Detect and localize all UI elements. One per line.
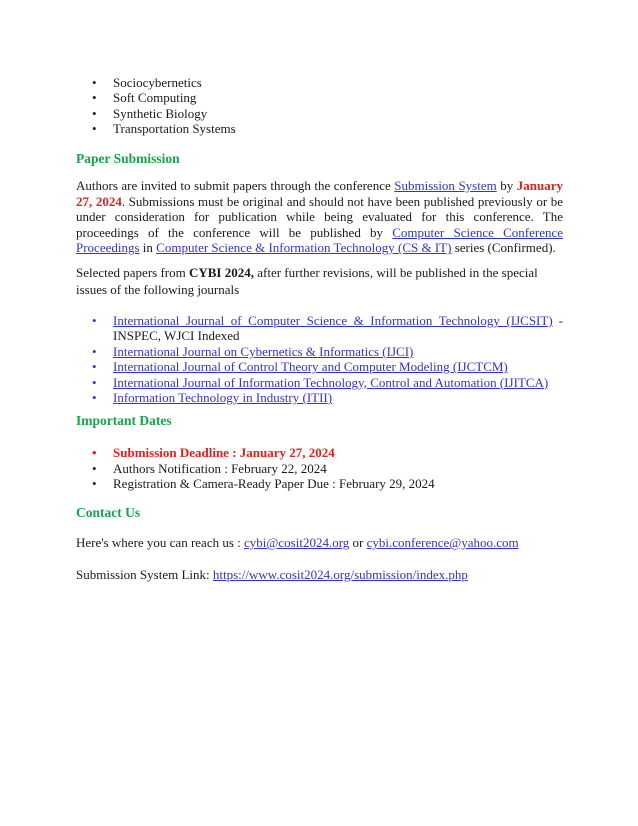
email-link-yahoo[interactable]: cybi.conference@yahoo.com [366,535,519,550]
text: - [558,313,563,328]
selected-papers-paragraph [76,264,546,298]
list-item [92,344,563,359]
list-item [92,313,563,344]
journal-link-itii[interactable]: Information Technology in Industry (ITII) [113,390,333,406]
list-item: • Synthetic Biology [92,106,236,121]
list-item [92,390,563,405]
important-dates-heading: Important Dates [76,413,172,428]
list-item: • Sociocybernetics [92,75,236,90]
proceedings-link[interactable]: Computer Science Conference Proceedings [76,224,564,256]
list-item: • Submission Deadline : January 27, 2024 [92,445,435,461]
paper-submission-heading: Paper Submission [76,151,180,166]
list-item: • Soft Computing [92,90,236,105]
text: in [139,240,157,256]
journal-link-ijitca[interactable]: International Journal of Information Technology, Control and Automation (IJITCA) [113,374,549,390]
text: . Submissions must be original and should not have been published previously or be under consideration for publication while being evaluated for this conference. The proceedings of the conference will be published by [76,193,563,240]
csit-series-link[interactable]: Computer Science & Information Technology (CS & IT) [156,240,452,256]
contact-heading: Contact Us [76,505,141,520]
submission-paragraph [76,178,563,256]
text: by [496,178,517,193]
dates-list [92,445,435,492]
submission-system-link[interactable]: Submission System [394,178,497,193]
journal-list [92,313,563,405]
submission-system-line [76,567,468,582]
text: Here's where you can reach us : [76,535,245,550]
text: Selected papers from [76,265,189,280]
deadline-text: January 27, 2024 [76,178,563,209]
journal-line [113,313,563,328]
journal-link-ijctcm[interactable]: International Journal of Control Theory and Computer Modeling (IJCTCM) [113,359,508,375]
contact-line [76,535,519,550]
text: Authors are invited to submit papers through the conference [76,178,395,193]
journal-link-ijcsit[interactable]: • International Journal of Computer Science & Information Technology (IJCSIT) [113,313,553,328]
text: or [349,535,367,550]
text: INSPEC, WJCI Indexed [113,328,240,344]
conference-name: CYBI 2024, [188,265,254,280]
list-item: • Transportation Systems [92,121,236,136]
journal-link-ijci[interactable]: International Journal on Cybernetics & Informatics (IJCI) [113,343,414,359]
topic-list [92,75,236,136]
list-item: • Authors Notification : February 22, 2024 [92,461,435,477]
list-item [92,359,563,374]
text: Submission System Link: [76,567,213,582]
email-link-cybi[interactable]: cybi@cosit2024.org [244,535,350,550]
text: series (Confirmed). [451,240,556,256]
list-item: • Registration & Camera-Ready Paper Due : February 29, 2024 [92,476,435,492]
text: after further revisions, will be published in the special issues of the following journals [76,265,538,297]
list-item [92,375,563,390]
submission-url-link[interactable]: https://www.cosit2024.org/submission/index.php [212,567,468,582]
